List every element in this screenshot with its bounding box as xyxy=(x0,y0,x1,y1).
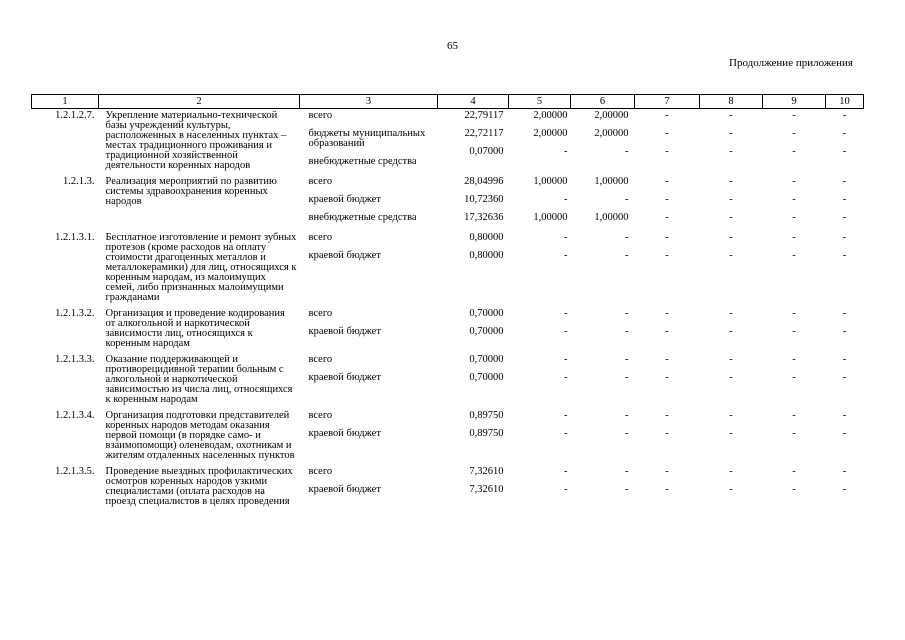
cell-lines xyxy=(763,465,826,503)
year-value: - xyxy=(792,110,796,121)
year-value: - xyxy=(564,372,568,383)
row-description: Бесплатное изготовление и ремонт зубных протезов (кроме расходов на оплату стоимости драгоценных металлов и металлокерамики) для лиц, относящихся к коренным народам, из малоимущих семей, либо признанных малоимущими гражданами xyxy=(105,232,297,303)
cell-lines xyxy=(300,465,438,503)
column-source xyxy=(300,175,438,231)
year-value: - xyxy=(665,194,669,205)
year-value: - xyxy=(842,428,847,439)
column-header: 2 xyxy=(99,95,300,109)
cell-lines xyxy=(300,409,438,447)
year-value: - xyxy=(625,410,629,421)
column-c10 xyxy=(826,307,864,353)
column-header: 7 xyxy=(635,95,700,109)
cell-lines xyxy=(571,465,635,503)
cell-lines xyxy=(700,409,763,447)
column-c10 xyxy=(826,353,864,409)
total-value: 0,89750 xyxy=(469,410,504,421)
column-header: 3 xyxy=(300,95,438,109)
table-row xyxy=(32,231,864,307)
cell-lines xyxy=(300,353,438,391)
year-value: - xyxy=(564,308,568,319)
table-row xyxy=(32,109,864,176)
column-c7 xyxy=(635,409,700,465)
cell-lines xyxy=(438,353,509,391)
year-value: - xyxy=(665,146,669,157)
total-value: 17,32636 xyxy=(464,212,504,223)
row-code: 1.2.1.3.2. xyxy=(55,308,95,319)
funding-source: всего xyxy=(308,354,333,365)
year-value: - xyxy=(842,176,847,187)
column-source xyxy=(300,409,438,465)
cell-lines xyxy=(763,109,826,165)
year-value: - xyxy=(729,428,733,439)
year-value: - xyxy=(842,146,847,157)
cell-lines xyxy=(763,175,826,231)
column-c10 xyxy=(826,231,864,307)
cell-lines xyxy=(509,409,571,447)
cell-lines xyxy=(700,175,763,231)
cell-lines xyxy=(300,307,438,345)
column-c6 xyxy=(571,353,635,409)
year-value: - xyxy=(792,410,796,421)
year-value: 2,00000 xyxy=(533,110,568,121)
row-description: Проведение выездных профилактических осмотров коренных народов узкими специалистами (оплата расходов на проезд специалистов в целях проведения xyxy=(105,466,293,507)
year-value: - xyxy=(729,212,733,223)
cell-lines xyxy=(509,307,571,345)
table-row xyxy=(32,353,864,409)
cell-lines xyxy=(763,353,826,391)
column-c8 xyxy=(700,353,763,409)
column-c7 xyxy=(635,353,700,409)
column-header: 5 xyxy=(509,95,571,109)
year-value: - xyxy=(729,308,733,319)
cell-lines xyxy=(635,175,700,231)
column-c4 xyxy=(438,175,509,231)
cell-lines xyxy=(700,353,763,391)
row-description: Оказание поддерживающей и противорецидивной терапии больным с алкогольной и наркотической зависимостью из числа лиц, относящихся к коренным народам xyxy=(105,354,293,405)
table-header-row xyxy=(32,95,864,109)
year-value: 2,00000 xyxy=(594,128,629,139)
year-value: - xyxy=(842,128,847,139)
total-value: 7,32610 xyxy=(469,466,504,477)
year-value: - xyxy=(564,250,568,261)
total-value: 0,07000 xyxy=(469,146,504,157)
funding-source: всего xyxy=(308,410,333,421)
year-value: - xyxy=(792,128,796,139)
year-value: - xyxy=(842,110,847,121)
row-description: Организация и проведение кодирования от алкогольной и наркотической зависимости лиц, относящихся к коренным народам xyxy=(105,308,285,349)
row-description: Реализация мероприятий по развитию системы здравоохранения коренных народов xyxy=(105,176,277,207)
row-code: 1.2.1.3.1. xyxy=(55,232,95,243)
total-value: 22,79117 xyxy=(464,110,504,121)
column-c9 xyxy=(763,175,826,231)
year-value: - xyxy=(665,354,669,365)
year-value: - xyxy=(729,128,733,139)
year-value: 1,00000 xyxy=(594,176,629,187)
year-value: - xyxy=(729,410,733,421)
cell-lines xyxy=(763,409,826,447)
column-header: 10 xyxy=(826,95,864,109)
column-c5 xyxy=(509,409,571,465)
column-c9 xyxy=(763,409,826,465)
cell-lines xyxy=(438,409,509,447)
year-value: - xyxy=(792,232,796,243)
column-c9 xyxy=(763,353,826,409)
column-c6 xyxy=(571,307,635,353)
year-value: - xyxy=(625,428,629,439)
column-header: 6 xyxy=(571,95,635,109)
row-description: Укрепление материально-технической базы учреждений культуры, расположенных в населенных пунктах – местах традиционного проживания и традиционной хозяйственной деятельности коренных народов xyxy=(105,110,287,171)
cell-lines xyxy=(635,307,700,345)
column-c4 xyxy=(438,465,509,511)
year-value: - xyxy=(842,354,847,365)
column-c7 xyxy=(635,307,700,353)
year-value: - xyxy=(729,146,733,157)
column-c6 xyxy=(571,409,635,465)
year-value: - xyxy=(842,194,847,205)
funding-source: краевой бюджет xyxy=(308,372,381,383)
cell-lines xyxy=(438,109,509,165)
year-value: - xyxy=(564,466,568,477)
year-value: - xyxy=(625,484,629,495)
column-source xyxy=(300,231,438,307)
year-value: - xyxy=(792,354,796,365)
cell-lines xyxy=(509,109,571,165)
cell-lines xyxy=(763,231,826,269)
row-code: 1.2.1.3. xyxy=(63,176,95,187)
year-value: - xyxy=(564,194,568,205)
year-value: - xyxy=(625,194,629,205)
year-value: - xyxy=(665,110,669,121)
year-value: - xyxy=(665,428,669,439)
year-value: 1,00000 xyxy=(533,176,568,187)
continuation-label: Продолжение приложения xyxy=(729,57,853,69)
year-value: - xyxy=(842,372,847,383)
total-value: 22,72117 xyxy=(464,128,504,139)
cell-lines xyxy=(826,109,864,165)
cell-lines xyxy=(635,353,700,391)
year-value: - xyxy=(625,466,629,477)
funding-source: всего xyxy=(308,232,333,243)
year-value: - xyxy=(792,484,796,495)
column-c5 xyxy=(509,231,571,307)
cell-lines xyxy=(700,307,763,345)
funding-source: всего xyxy=(308,308,333,319)
year-value: - xyxy=(792,428,796,439)
row-code: 1.2.1.2.7. xyxy=(55,110,95,121)
column-c10 xyxy=(826,109,864,176)
cell-lines xyxy=(438,231,509,269)
year-value: 1,00000 xyxy=(594,212,629,223)
cell-lines xyxy=(826,465,864,503)
year-value: - xyxy=(665,250,669,261)
funding-source: внебюджетные средства xyxy=(308,212,417,223)
funding-source: бюджеты муниципальных образований xyxy=(308,128,426,149)
column-c5 xyxy=(509,307,571,353)
funding-source: всего xyxy=(308,110,333,121)
cell-lines xyxy=(300,109,438,175)
year-value: - xyxy=(625,250,629,261)
total-value: 0,70000 xyxy=(469,326,504,337)
year-value: - xyxy=(729,484,733,495)
year-value: - xyxy=(564,232,568,243)
year-value: - xyxy=(729,466,733,477)
year-value: - xyxy=(729,110,733,121)
cell-lines xyxy=(635,109,700,165)
funding-source: внебюджетные средства xyxy=(308,156,417,167)
funding-source: краевой бюджет xyxy=(308,326,381,337)
column-c8 xyxy=(700,175,763,231)
column-c8 xyxy=(700,465,763,511)
year-value: - xyxy=(665,176,669,187)
column-c8 xyxy=(700,307,763,353)
column-c4 xyxy=(438,353,509,409)
cell-lines xyxy=(826,231,864,269)
column-source xyxy=(300,353,438,409)
year-value: - xyxy=(729,176,733,187)
year-value: - xyxy=(729,326,733,337)
year-value: 2,00000 xyxy=(533,128,568,139)
year-value: - xyxy=(792,372,796,383)
year-value: - xyxy=(665,484,669,495)
year-value: - xyxy=(665,232,669,243)
year-value: 1,00000 xyxy=(533,212,568,223)
column-c10 xyxy=(826,465,864,511)
column-c5 xyxy=(509,353,571,409)
appendix-table xyxy=(31,94,864,511)
year-value: 2,00000 xyxy=(594,110,629,121)
cell-lines xyxy=(826,353,864,391)
total-value: 0,80000 xyxy=(469,232,504,243)
year-value: - xyxy=(842,466,847,477)
year-value: - xyxy=(625,308,629,319)
year-value: - xyxy=(564,428,568,439)
cell-lines xyxy=(700,109,763,165)
column-c7 xyxy=(635,109,700,176)
year-value: - xyxy=(792,466,796,477)
cell-lines xyxy=(700,465,763,503)
column-header: 8 xyxy=(700,95,763,109)
column-c4 xyxy=(438,307,509,353)
cell-lines xyxy=(300,231,438,269)
cell-lines xyxy=(826,175,864,231)
year-value: - xyxy=(729,194,733,205)
column-c8 xyxy=(700,109,763,176)
column-c6 xyxy=(571,175,635,231)
year-value: - xyxy=(665,212,669,223)
year-value: - xyxy=(564,146,568,157)
row-description: Организация подготовки представителей коренных народов методам оказания первой помощи (в порядке само- и взаимопомощи) оленеводам, охотникам и жителям отдаленных населенных пунктов xyxy=(105,410,295,461)
column-c6 xyxy=(571,109,635,176)
year-value: - xyxy=(564,410,568,421)
total-value: 0,80000 xyxy=(469,250,504,261)
year-value: - xyxy=(792,212,796,223)
year-value: - xyxy=(729,250,733,261)
row-code: 1.2.1.3.3. xyxy=(55,354,95,365)
total-value: 28,04996 xyxy=(464,176,504,187)
year-value: - xyxy=(842,484,847,495)
year-value: - xyxy=(665,466,669,477)
column-c5 xyxy=(509,465,571,511)
year-value: - xyxy=(625,326,629,337)
column-c8 xyxy=(700,231,763,307)
year-value: - xyxy=(842,410,847,421)
cell-lines xyxy=(438,175,509,231)
column-source xyxy=(300,307,438,353)
year-value: - xyxy=(625,232,629,243)
total-value: 10,72360 xyxy=(464,194,504,205)
column-header: 4 xyxy=(438,95,509,109)
funding-source: всего xyxy=(308,176,333,187)
column-c10 xyxy=(826,175,864,231)
year-value: - xyxy=(665,326,669,337)
page-number: 65 xyxy=(447,40,458,52)
cell-lines xyxy=(635,409,700,447)
year-value: - xyxy=(729,354,733,365)
cell-lines xyxy=(571,409,635,447)
year-value: - xyxy=(564,484,568,495)
year-value: - xyxy=(792,250,796,261)
year-value: - xyxy=(792,176,796,187)
cell-lines xyxy=(826,307,864,345)
year-value: - xyxy=(792,194,796,205)
cell-lines xyxy=(635,465,700,503)
row-code: 1.2.1.3.4. xyxy=(55,410,95,421)
table-row xyxy=(32,307,864,353)
cell-lines xyxy=(826,409,864,447)
row-code: 1.2.1.3.5. xyxy=(55,466,95,477)
total-value: 7,32610 xyxy=(469,484,504,495)
column-c5 xyxy=(509,109,571,176)
year-value: - xyxy=(665,372,669,383)
column-source xyxy=(300,465,438,511)
table-body xyxy=(32,109,864,512)
year-value: - xyxy=(842,232,847,243)
year-value: - xyxy=(665,308,669,319)
column-c6 xyxy=(571,231,635,307)
cell-lines xyxy=(700,231,763,269)
year-value: - xyxy=(564,354,568,365)
cell-lines xyxy=(571,307,635,345)
year-value: - xyxy=(842,308,847,319)
cell-lines xyxy=(300,175,438,231)
cell-lines xyxy=(571,353,635,391)
year-value: - xyxy=(792,308,796,319)
column-header: 9 xyxy=(763,95,826,109)
cell-lines xyxy=(509,231,571,269)
column-c7 xyxy=(635,231,700,307)
year-value: - xyxy=(665,410,669,421)
column-c9 xyxy=(763,231,826,307)
column-c10 xyxy=(826,409,864,465)
cell-lines xyxy=(635,231,700,269)
cell-lines xyxy=(571,231,635,269)
funding-source: краевой бюджет xyxy=(308,484,381,495)
table-row xyxy=(32,465,864,511)
column-c4 xyxy=(438,109,509,176)
cell-lines xyxy=(763,307,826,345)
year-value: - xyxy=(564,326,568,337)
column-c4 xyxy=(438,231,509,307)
table-row xyxy=(32,175,864,231)
column-c7 xyxy=(635,465,700,511)
column-c6 xyxy=(571,465,635,511)
column-source xyxy=(300,109,438,176)
year-value: - xyxy=(842,326,847,337)
total-value: 0,70000 xyxy=(469,354,504,365)
year-value: - xyxy=(625,354,629,365)
cell-lines xyxy=(509,175,571,231)
cell-lines xyxy=(509,465,571,503)
funding-source: всего xyxy=(308,466,333,477)
column-header: 1 xyxy=(32,95,99,109)
funding-source: краевой бюджет xyxy=(308,428,381,439)
year-value: - xyxy=(625,372,629,383)
funding-source: краевой бюджет xyxy=(308,194,381,205)
column-c5 xyxy=(509,175,571,231)
year-value: - xyxy=(729,232,733,243)
column-c4 xyxy=(438,409,509,465)
total-value: 0,89750 xyxy=(469,428,504,439)
total-value: 0,70000 xyxy=(469,308,504,319)
column-c9 xyxy=(763,307,826,353)
column-c8 xyxy=(700,409,763,465)
year-value: - xyxy=(792,146,796,157)
year-value: - xyxy=(625,146,629,157)
year-value: - xyxy=(665,128,669,139)
year-value: - xyxy=(729,372,733,383)
year-value: - xyxy=(842,250,847,261)
total-value: 0,70000 xyxy=(469,372,504,383)
cell-lines xyxy=(509,353,571,391)
cell-lines xyxy=(571,175,635,231)
year-value: - xyxy=(792,326,796,337)
funding-source: краевой бюджет xyxy=(308,250,381,261)
cell-lines xyxy=(438,465,509,503)
column-c7 xyxy=(635,175,700,231)
column-c9 xyxy=(763,465,826,511)
table-row xyxy=(32,409,864,465)
cell-lines xyxy=(571,109,635,165)
column-c9 xyxy=(763,109,826,176)
year-value: - xyxy=(842,212,847,223)
cell-lines xyxy=(438,307,509,345)
